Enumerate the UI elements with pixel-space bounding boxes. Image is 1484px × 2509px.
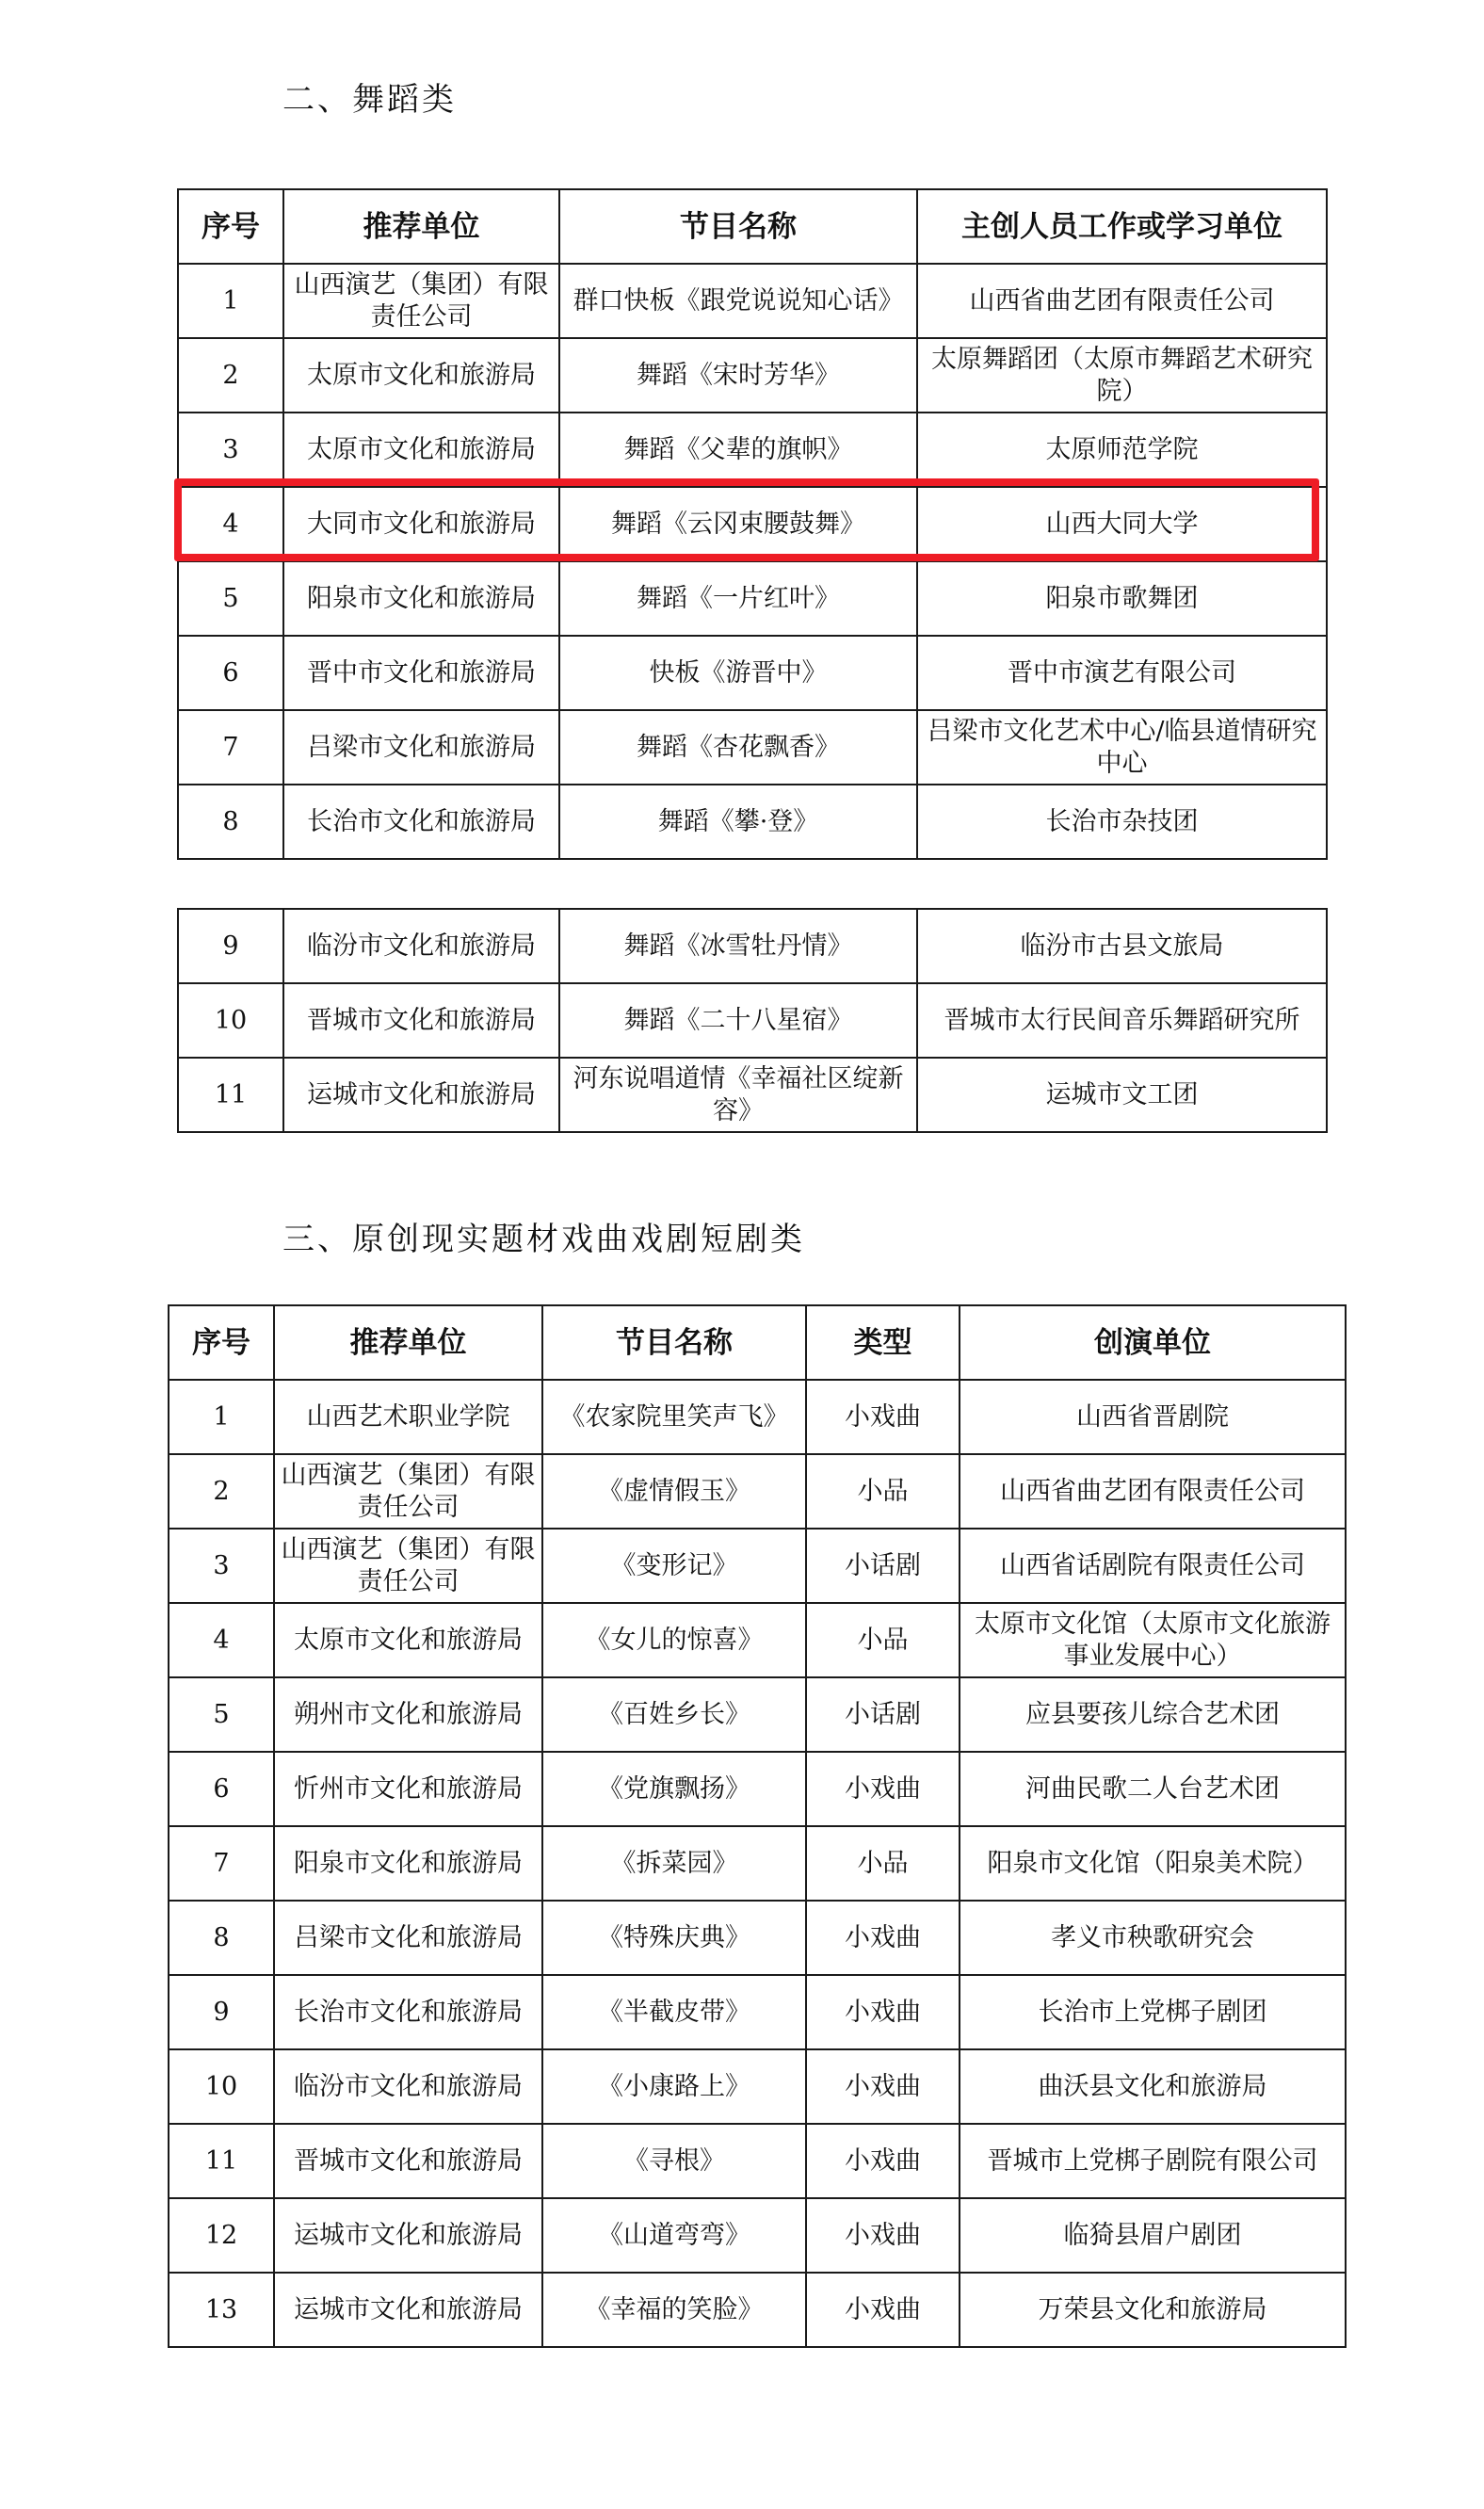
table-cell: 9	[169, 1975, 274, 2049]
table-cell: 朔州市文化和旅游局	[274, 1677, 542, 1752]
table-cell: 12	[169, 2198, 274, 2273]
table-cell: 晋城市文化和旅游局	[283, 983, 559, 1058]
table-cell: 山西演艺（集团）有限责任公司	[274, 1529, 542, 1603]
table-cell: 万荣县文化和旅游局	[960, 2273, 1346, 2347]
table-cell: 山西艺术职业学院	[274, 1380, 542, 1454]
table-cell: 小戏曲	[806, 1901, 960, 1975]
table-cell: 2	[178, 338, 283, 413]
table-cell: 阳泉市歌舞团	[917, 561, 1327, 636]
dance-table-continued	[177, 908, 1328, 1133]
table-cell: 6	[178, 636, 283, 710]
table-cell: 晋城市文化和旅游局	[274, 2124, 542, 2198]
table-cell: 《半截皮带》	[542, 1975, 806, 2049]
table-cell: 《拆菜园》	[542, 1826, 806, 1901]
table-row	[169, 1975, 1346, 2049]
table-row	[169, 1380, 1346, 1454]
table-cell: 阳泉市文化和旅游局	[283, 561, 559, 636]
table-cell: 山西省曲艺团有限责任公司	[960, 1454, 1346, 1529]
table-cell: 小品	[806, 1826, 960, 1901]
table-cell: 太原舞蹈团（太原市舞蹈艺术研究院）	[917, 338, 1327, 413]
table-cell: 舞蹈《二十八星宿》	[559, 983, 917, 1058]
column-header: 节目名称	[542, 1305, 806, 1380]
table-cell: 小戏曲	[806, 1752, 960, 1826]
table-row	[178, 710, 1327, 785]
table-cell: 阳泉市文化和旅游局	[274, 1826, 542, 1901]
table-row	[169, 2124, 1346, 2198]
table-cell: 4	[169, 1603, 274, 1677]
table-cell: 长治市上党梆子剧团	[960, 1975, 1346, 2049]
table-cell: 长治市文化和旅游局	[274, 1975, 542, 2049]
table-cell: 太原市文化和旅游局	[283, 338, 559, 413]
table-cell: 舞蹈《父辈的旗帜》	[559, 413, 917, 487]
table-cell: 2	[169, 1454, 274, 1529]
table-cell: 曲沃县文化和旅游局	[960, 2049, 1346, 2124]
drama-table	[168, 1304, 1347, 2348]
table-cell: 《变形记》	[542, 1529, 806, 1603]
table-cell: 山西演艺（集团）有限责任公司	[283, 264, 559, 338]
table-cell: 孝义市秧歌研究会	[960, 1901, 1346, 1975]
table-cell: 《农家院里笑声飞》	[542, 1380, 806, 1454]
table-cell: 小戏曲	[806, 2124, 960, 2198]
table-row	[169, 2198, 1346, 2273]
table-row	[178, 413, 1327, 487]
table-cell: 11	[169, 2124, 274, 2198]
table-cell: 《百姓乡长》	[542, 1677, 806, 1752]
table-cell: 《山道弯弯》	[542, 2198, 806, 2273]
table-cell: 晋中市文化和旅游局	[283, 636, 559, 710]
table-cell: 10	[169, 2049, 274, 2124]
table-cell: 11	[178, 1058, 283, 1132]
table-cell: 太原市文化馆（太原市文化旅游事业发展中心）	[960, 1603, 1346, 1677]
table-cell: 7	[169, 1826, 274, 1901]
table-row	[178, 264, 1327, 338]
table-cell: 6	[169, 1752, 274, 1826]
table-row	[178, 636, 1327, 710]
table-cell: 1	[169, 1380, 274, 1454]
table-cell: 山西大同大学	[917, 487, 1327, 561]
table-header-row	[169, 1305, 1346, 1380]
table-cell: 阳泉市文化馆（阳泉美术院）	[960, 1826, 1346, 1901]
table-row	[178, 983, 1327, 1058]
table-cell: 《虚情假玉》	[542, 1454, 806, 1529]
column-header: 节目名称	[559, 189, 917, 264]
table-cell: 河东说唱道情《幸福社区绽新容》	[559, 1058, 917, 1132]
table-cell: 山西省曲艺团有限责任公司	[917, 264, 1327, 338]
table-cell: 临汾市文化和旅游局	[283, 909, 559, 983]
table-cell: 《特殊庆典》	[542, 1901, 806, 1975]
table-cell: 太原师范学院	[917, 413, 1327, 487]
table-cell: 小戏曲	[806, 1380, 960, 1454]
table-cell: 运城市文工团	[917, 1058, 1327, 1132]
table-cell: 《幸福的笑脸》	[542, 2273, 806, 2347]
table-cell: 4	[178, 487, 283, 561]
table-cell: 《党旗飘扬》	[542, 1752, 806, 1826]
table-cell: 吕梁市文化和旅游局	[274, 1901, 542, 1975]
table-row	[169, 2049, 1346, 2124]
table-cell: 舞蹈《云冈束腰鼓舞》	[559, 487, 917, 561]
table-cell: 3	[169, 1529, 274, 1603]
table-cell: 8	[178, 785, 283, 859]
table-row	[169, 1826, 1346, 1901]
table-cell: 忻州市文化和旅游局	[274, 1752, 542, 1826]
table-cell: 10	[178, 983, 283, 1058]
table-row	[169, 1901, 1346, 1975]
table-row	[178, 1058, 1327, 1132]
table-cell: 小戏曲	[806, 1975, 960, 2049]
table-cell: 太原市文化和旅游局	[283, 413, 559, 487]
table-cell: 小话剧	[806, 1529, 960, 1603]
table-cell: 1	[178, 264, 283, 338]
table-cell: 临汾市古县文旅局	[917, 909, 1327, 983]
table-cell: 小品	[806, 1603, 960, 1677]
table-header-row	[178, 189, 1327, 264]
column-header: 推荐单位	[283, 189, 559, 264]
table-row	[169, 1677, 1346, 1752]
table-cell: 小戏曲	[806, 2198, 960, 2273]
table-row	[169, 1529, 1346, 1603]
table-row	[178, 338, 1327, 413]
table-cell: 山西省晋剧院	[960, 1380, 1346, 1454]
section-title-dance: 二、舞蹈类	[282, 81, 457, 119]
column-header: 序号	[169, 1305, 274, 1380]
table-cell: 小话剧	[806, 1677, 960, 1752]
table-row	[178, 785, 1327, 859]
column-header: 主创人员工作或学习单位	[917, 189, 1327, 264]
table-cell: 大同市文化和旅游局	[283, 487, 559, 561]
table-cell: 临汾市文化和旅游局	[274, 2049, 542, 2124]
table-cell: 晋城市太行民间音乐舞蹈研究所	[917, 983, 1327, 1058]
table-cell: 小戏曲	[806, 2049, 960, 2124]
table-cell: 13	[169, 2273, 274, 2347]
table-cell: 长治市文化和旅游局	[283, 785, 559, 859]
table-cell: 长治市杂技团	[917, 785, 1327, 859]
table-cell: 舞蹈《攀·登》	[559, 785, 917, 859]
table-row	[169, 2273, 1346, 2347]
table-cell: 晋中市演艺有限公司	[917, 636, 1327, 710]
table-row	[169, 1454, 1346, 1529]
column-header: 序号	[178, 189, 283, 264]
table-cell: 舞蹈《一片红叶》	[559, 561, 917, 636]
table-cell: 8	[169, 1901, 274, 1975]
table-cell: 快板《游晋中》	[559, 636, 917, 710]
section-title-drama: 三、原创现实题材戏曲戏剧短剧类	[282, 1221, 805, 1258]
table-row	[178, 561, 1327, 636]
table-cell: 应县要孩儿综合艺术团	[960, 1677, 1346, 1752]
table-row	[169, 1752, 1346, 1826]
table-cell: 临猗县眉户剧团	[960, 2198, 1346, 2273]
table-cell: 山西省话剧院有限责任公司	[960, 1529, 1346, 1603]
table-cell: 《小康路上》	[542, 2049, 806, 2124]
table-cell: 7	[178, 710, 283, 785]
table-cell: 《寻根》	[542, 2124, 806, 2198]
table-cell: 运城市文化和旅游局	[274, 2273, 542, 2347]
table-cell: 5	[169, 1677, 274, 1752]
table-row	[169, 1603, 1346, 1677]
table-cell: 9	[178, 909, 283, 983]
table-cell: 舞蹈《杏花飘香》	[559, 710, 917, 785]
table-cell: 河曲民歌二人台艺术团	[960, 1752, 1346, 1826]
table-cell: 吕梁市文化艺术中心/临县道情研究中心	[917, 710, 1327, 785]
table-cell: 吕梁市文化和旅游局	[283, 710, 559, 785]
table-cell: 群口快板《跟党说说知心话》	[559, 264, 917, 338]
table-cell: 舞蹈《宋时芳华》	[559, 338, 917, 413]
table-cell: 3	[178, 413, 283, 487]
table-cell: 5	[178, 561, 283, 636]
table-cell: 晋城市上党梆子剧院有限公司	[960, 2124, 1346, 2198]
table-cell: 舞蹈《冰雪牡丹情》	[559, 909, 917, 983]
column-header: 推荐单位	[274, 1305, 542, 1380]
table-cell: 小戏曲	[806, 2273, 960, 2347]
table-cell: 《女儿的惊喜》	[542, 1603, 806, 1677]
table-cell: 小品	[806, 1454, 960, 1529]
table-cell: 运城市文化和旅游局	[283, 1058, 559, 1132]
table-cell: 运城市文化和旅游局	[274, 2198, 542, 2273]
table-row	[178, 909, 1327, 983]
table-cell: 太原市文化和旅游局	[274, 1603, 542, 1677]
column-header: 创演单位	[960, 1305, 1346, 1380]
table-cell: 山西演艺（集团）有限责任公司	[274, 1454, 542, 1529]
highlight-box	[174, 478, 1319, 561]
column-header: 类型	[806, 1305, 960, 1380]
